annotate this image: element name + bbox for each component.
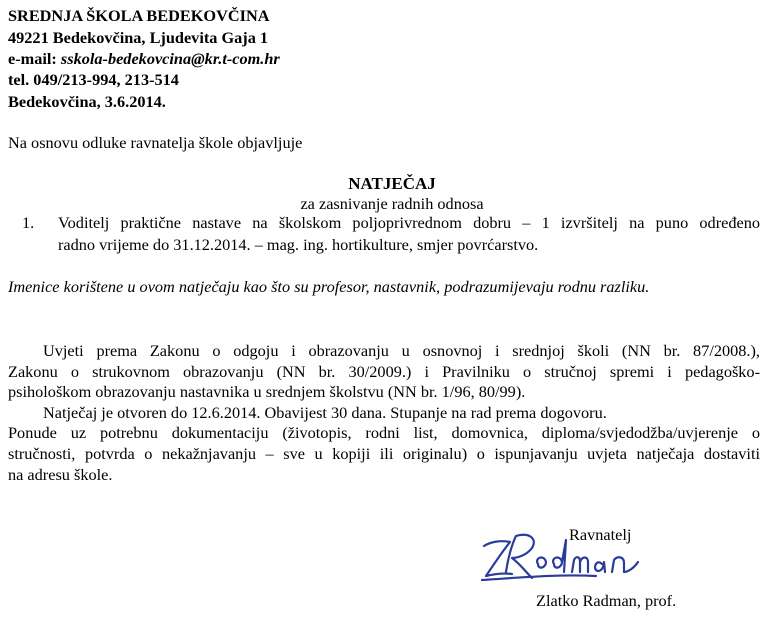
document-subtitle: za zasnivanje radnih odnosa	[300, 194, 484, 213]
school-name: SREDNJA ŠKOLA BEDEKOVČINA	[8, 6, 270, 25]
email-label: e-mail:	[8, 49, 57, 68]
conditions-line-3: psihološkom obrazovanju nastavnika u srednjem školstvu (NN br. 1/96, 80/99).	[8, 382, 526, 401]
signer-name: Zlatko Radman, prof.	[536, 591, 677, 610]
school-address: 49221 Bedekovčina, Ljudevita Gaja 1	[8, 28, 269, 47]
applications-line-3: na adresu škole.	[8, 465, 113, 484]
gender-note: Imenice korištene u ovom natječaju kao što su profesor, nastavnik, podrazumijevaju rodnu razliku.	[8, 277, 650, 296]
applications-line-2: stručnosti, potvrda o nekažnjavanju – sve u kopiji ili originalu) o ispunjavanju uvjeta natječaja dostaviti	[8, 444, 760, 463]
deadline-text: Natječaj je otvoren do 12.6.2014. Obavijest 30 dana. Stupanje na rad prema dogovoru.	[43, 403, 607, 422]
email-line	[8, 49, 280, 68]
position-line-1: Voditelj praktične nastave na školskom poljoprivrednom dobru – 1 izvršitelj na puno određeno	[58, 213, 760, 232]
signer-role: Ravnatelj	[569, 525, 632, 544]
conditions-line-1: Uvjeti prema Zakonu o odgoju i obrazovanju u osnovnoj i srednjoj školi (NN br. 87/2008.),	[43, 341, 760, 360]
conditions-line-2: Zakonu o strukovnom obrazovanju (NN br. 30/2009.) i Pravilniku o stručnoj spremi i pedagoško-	[8, 362, 760, 381]
position-line-2: radno vrijeme do 31.12.2014. – mag. ing. hortikulture, smjer povrćarstvo.	[58, 235, 539, 254]
intro-text: Na osnovu odluke ravnatelja škole objavljuje	[8, 133, 303, 152]
email-address: sskola-bedekovcina@kr.t-com.hr	[60, 49, 280, 68]
applications-line-1: Ponude uz potrebnu dokumentaciju (životopis, rodni list, domovnica, diploma/svjedodžba/uvjerenje o	[8, 423, 760, 442]
handwritten-signature	[476, 528, 646, 590]
position-number: 1.	[22, 213, 35, 232]
phone-line: tel. 049/213-994, 213-514	[8, 70, 179, 89]
place-date: Bedekovčina, 3.6.2014.	[8, 92, 166, 111]
document-title: NATJEČAJ	[348, 174, 436, 193]
